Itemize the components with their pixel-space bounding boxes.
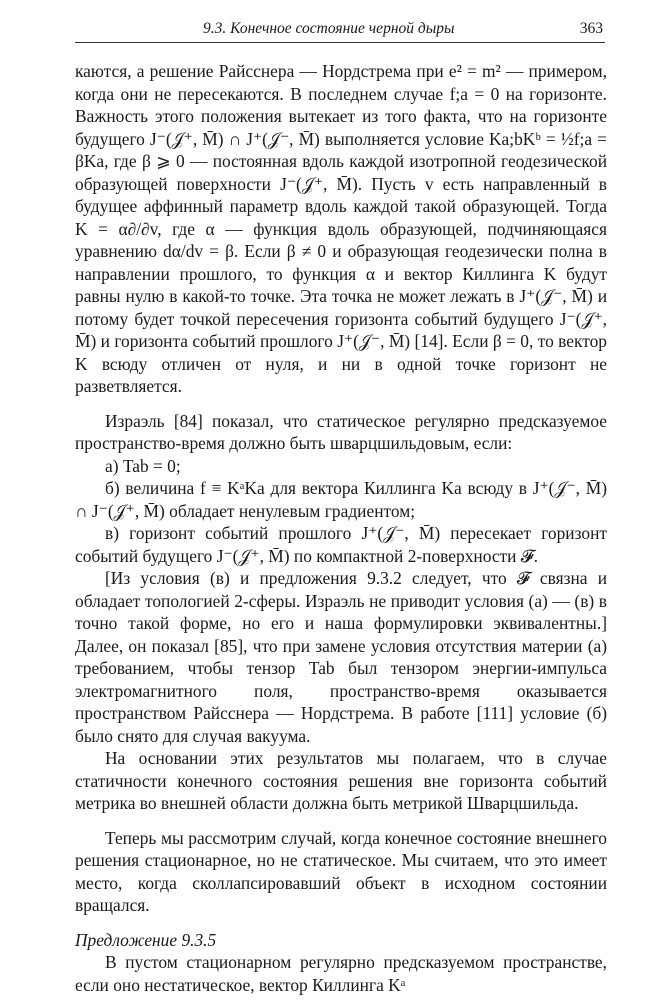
paragraph-israel-intro: Израэль [84] показал, что статическое регулярно предсказуемое пространство-время должно быть шварцшильдовым, если: <box>75 410 607 453</box>
page-header <box>75 18 605 43</box>
condition-a: а) Tab = 0; <box>105 455 181 476</box>
paragraph-continuation: каются, а решение Райсснера — Нордстрема при e² = m² — примером, когда они не пересекаются. В последнем случае f;a = 0 на горизонте. Важность этого положения вытекает из того факта, что на горизонте будущего J⁻(𝒥⁺, M̄) ∩ J⁺(𝒥⁻, M̄) выполняется условие Ka;bKᵇ = ½f;a = βKa, где β ⩾ 0 — постоянная вдоль каждой изотропной геодезической образующей поверхности J⁻(𝒥⁺, M̄). Пусть v есть направленный в будущее аффинный параметр вдоль каждой такой образующей. Тогда K = α∂/∂v, где α — функция вдоль образующей, подчиняющаяся уравнению dα/dv = β. Если β ≠ 0 и образующая геодезически полна в направлении прошлого, то функция α и вектор Киллинга K будут равны нулю в какой-то точке. Эта точка не может лежать в J⁺(𝒥⁻, M̄) и потому будет точкой пересечения горизонта событий будущего J⁻(𝒥⁺, M̄) и горизонта событий прошлого J⁺(𝒥⁻, M̄) [14]. Если β = 0, то вектор K всюду отличен от нуля, и ни в одной точке горизонт не разветвляется. <box>75 61 607 396</box>
running-head: 9.3. Конечное состояние черной дыры <box>203 20 455 37</box>
page-body <box>75 60 607 996</box>
proposition-text: В пустом стационарном регулярно предсказуемом пространстве, если оно нестатическое, вектор Киллинга Kᵃ <box>75 952 607 995</box>
condition-c: в) горизонт событий прошлого J⁺(𝒥⁻, M̄) пересекает горизонт событий будущего J⁻(𝒥⁺, M̄) по компактной 2-поверхности 𝓕. <box>75 523 607 566</box>
condition-b: б) величина f ≡ KᵃKa для вектора Киллинга Ka всюду в J⁺(𝒥⁻, M̄) ∩ J⁻(𝒥⁺, M̄) обладает ненулевым градиентом; <box>75 478 607 521</box>
paragraph-conclusion: На основании этих результатов мы полагаем, что в случае статичности конечного состояния решения вне горизонта событий метрика во внешней области должна быть метрикой Шварцшильда. <box>75 748 607 813</box>
paragraph-rotation: Теперь мы рассмотрим случай, когда конечное состояние внешнего решения стационарное, но не статическое. Мы считаем, что это имеет место, когда сколлапсировавший объект в исходном состоянии вращался. <box>75 827 607 915</box>
proposition-heading: Предложение 9.3.5 <box>75 929 217 950</box>
page-number: 363 <box>579 20 603 37</box>
paragraph-note: [Из условия (в) и предложения 9.3.2 следует, что 𝓕 связна и обладает топологией 2-сферы. Израэль не приводит условия (а) — (в) в точно такой форме, но его и наша формулировки эквивалентны.] Далее, он показал [85], что при замене условия отсутствия материи (а) требованием, чтобы тензор Tab был тензором энергии-импульса электромагнитного поля, пространство-время оказывается пространством Райсснера — Нордстрема. В работе [111] условие (б) было снято для случая вакуума. <box>75 568 607 746</box>
